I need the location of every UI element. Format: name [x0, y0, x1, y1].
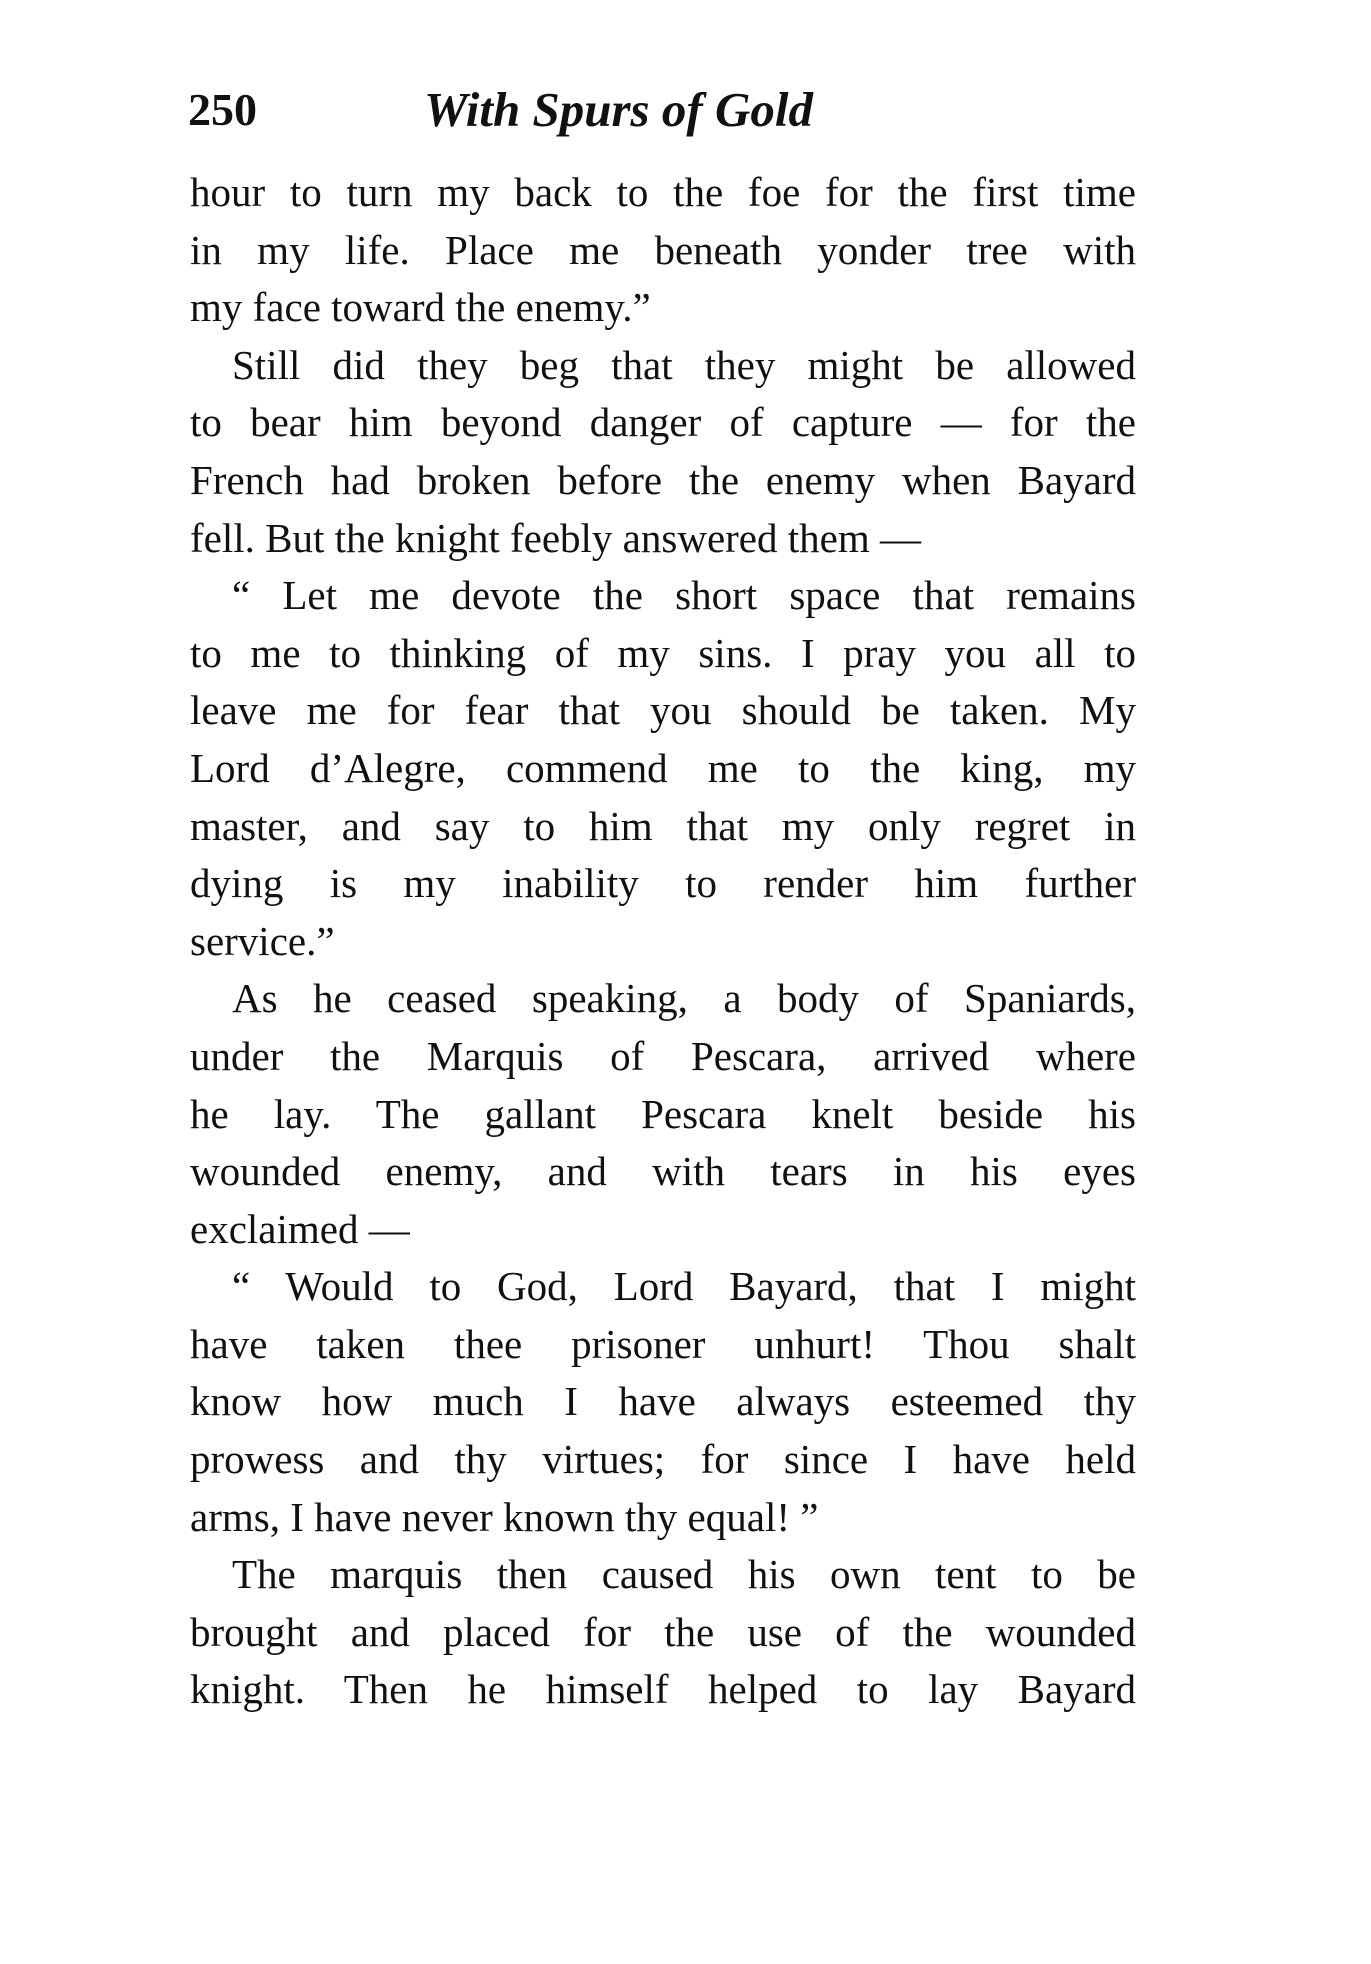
text-line: prowess and thy virtues; for since I have held: [190, 1436, 1136, 1483]
text-line: knight. Then he himself helped to lay Bayard: [190, 1666, 1136, 1713]
text-line: arms, I have never known thy equal! ”: [190, 1493, 819, 1540]
body-text: [190, 164, 1136, 1719]
text-line: master, and say to him that my only regret in: [190, 802, 1136, 849]
running-title: With Spurs of Gold: [424, 82, 813, 137]
text-line: to me to thinking of my sins. I pray you all to: [190, 629, 1136, 676]
text-line: dying is my inability to render him further: [190, 860, 1136, 907]
text-line: Lord d’Alegre, commend me to the king, my: [190, 744, 1136, 791]
text-line: fell. But the knight feebly answered them —: [190, 514, 921, 561]
page-header: [188, 75, 1148, 145]
text-line: hour to turn my back to the foe for the first time: [190, 169, 1136, 215]
text-line: The marquis then caused his own tent to be: [232, 1551, 1136, 1598]
text-line: he lay. The gallant Pescara knelt beside his: [190, 1090, 1136, 1137]
text-line: service.”: [190, 917, 335, 964]
text-line: exclaimed —: [190, 1205, 410, 1252]
text-line: leave me for fear that you should be taken. My: [190, 687, 1136, 734]
text-line: French had broken before the enemy when Bayard: [190, 456, 1136, 503]
text-line: wounded enemy, and with tears in his eyes: [190, 1148, 1136, 1195]
text-line: in my life. Place me beneath yonder tree with: [190, 226, 1136, 273]
text-line: Still did they beg that they might be allowed: [232, 341, 1136, 388]
text-line: to bear him beyond danger of capture — for the: [190, 399, 1136, 446]
text-line: know how much I have always esteemed thy: [190, 1378, 1136, 1425]
text-line: my face toward the enemy.”: [190, 284, 651, 331]
text-line: under the Marquis of Pescara, arrived where: [190, 1032, 1136, 1079]
text-line: have taken thee prisoner unhurt! Thou shalt: [190, 1320, 1136, 1367]
text-line: “ Let me devote the short space that remains: [232, 572, 1136, 619]
text-line: As he ceased speaking, a body of Spaniards,: [232, 975, 1136, 1022]
text-line: “ Would to God, Lord Bayard, that I might: [232, 1263, 1136, 1310]
text-line: brought and placed for the use of the wounded: [190, 1608, 1136, 1655]
page-number: 250: [188, 84, 257, 135]
